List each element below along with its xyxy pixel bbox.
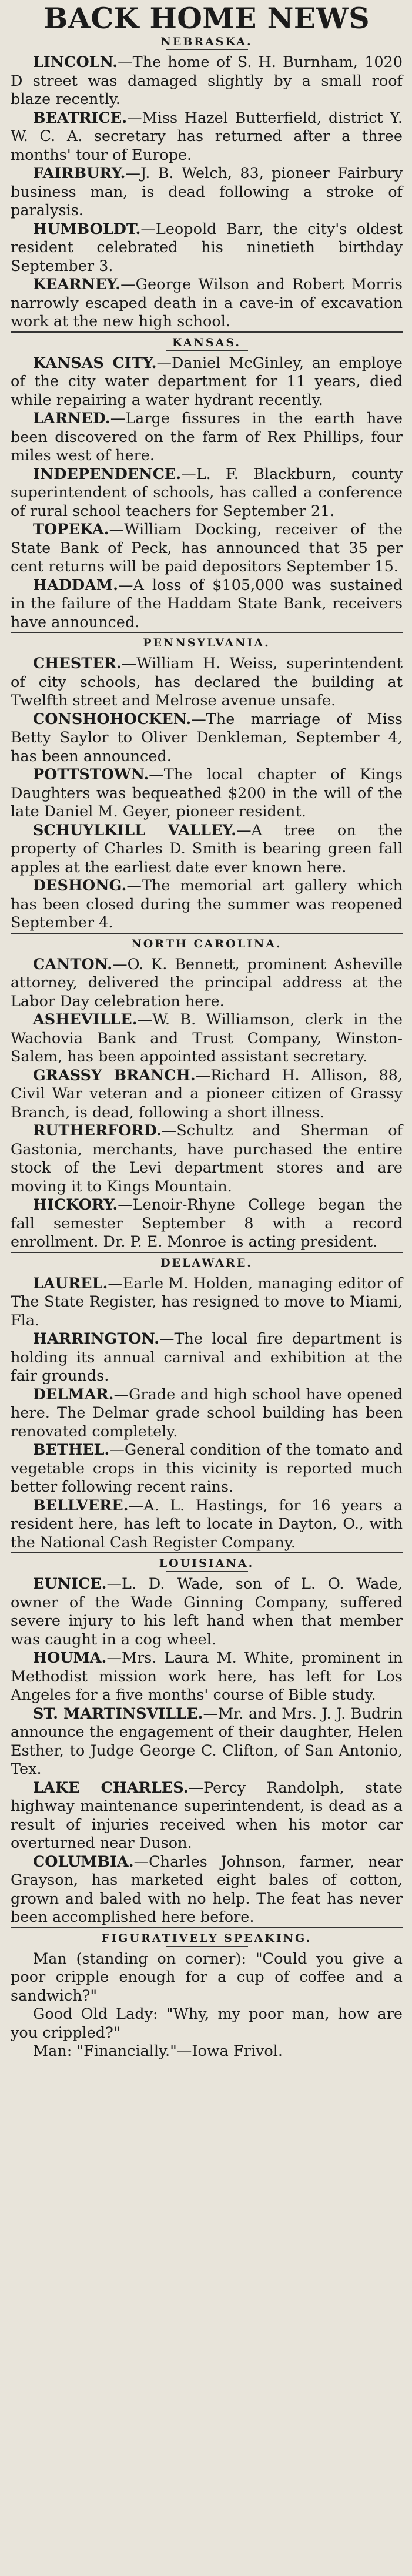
dateline: BEATRICE. [33, 109, 128, 127]
news-item [11, 877, 403, 933]
item-text: —A. L. Hastings, for 16 years a resident here, has left to locate in Dayton, O., with the National Cash Register Company. [11, 1496, 403, 1552]
joke-section [11, 1927, 403, 2061]
dateline: INDEPENDENCE. [33, 465, 182, 483]
dateline: CHESTER. [33, 655, 122, 672]
dateline: TOPEKA. [33, 521, 109, 538]
item-text: —Leopold Barr, the city's oldest resident celebrated his ninetieth birthday September 3. [11, 220, 403, 275]
item-text: —L. F. Blackburn, county superintendent of schools, has called a conference of rural school teachers for September 21. [11, 465, 403, 520]
news-section [11, 632, 403, 933]
section-header: DELAWARE. [11, 1252, 403, 1269]
item-text: —W. B. Williamson, clerk in the Wachovia Bank and Trust Company, Winston-Salem, has been appointed assistant secretary. [11, 1011, 403, 1066]
item-text: —J. B. Welch, 83, pioneer Fairbury business man, is dead following a stroke of paralysis. [11, 165, 403, 219]
dateline: HARRINGTON. [33, 1330, 160, 1348]
item-text: —O. K. Bennett, prominent Asheville attorney, delivered the principal address at the Labor Day celebration here. [11, 955, 403, 1010]
news-section [11, 933, 403, 1252]
item-text: —The marriage of Miss Betty Saylor to Oliver Denkleman, September 4, has been announced. [11, 710, 403, 765]
section-header: NEBRASKA. [160, 35, 253, 48]
dialog-line [11, 1950, 403, 2006]
item-text: —The local fire department is holding its annual carnival and exhibition at the fair grounds. [11, 1330, 403, 1385]
dateline: KANSAS CITY. [33, 354, 157, 372]
section-rule [166, 1571, 248, 1572]
dateline: HUMBOLDT. [33, 220, 141, 238]
dateline: CANTON. [33, 955, 113, 973]
section-rule [166, 49, 248, 50]
news-item [11, 577, 403, 632]
item-text: —General condition of the tomato and vegetable crops in this vicinity is reported much better following recent rains. [11, 1441, 403, 1496]
item-text: —A loss of $105,000 was sustained in the failure of the Haddam State Bank, receivers have announced. [11, 576, 403, 631]
item-text: —Daniel McGinley, an employe of the city water department for 11 years, died while repairing a water hydrant recently. [11, 354, 403, 409]
news-item [11, 766, 403, 822]
item-text: —Grade and high school have opened here. The Delmar grade school building has been renovated completely. [11, 1385, 403, 1441]
dateline: KEARNEY. [33, 276, 121, 293]
section-header: LOUISIANA. [11, 1552, 403, 1570]
speaker: Man: [33, 2042, 72, 2060]
dateline: LAKE CHARLES. [33, 1778, 189, 1797]
news-item [11, 1196, 403, 1252]
dateline: POTTSTOWN. [33, 766, 149, 783]
news-item [11, 53, 403, 109]
news-item [11, 655, 403, 711]
item-text: —Miss Hazel Butterfield, district Y. W. C. A. secretary has returned after a three months' tour of Europe. [11, 109, 403, 164]
item-text: —Schultz and Sherman of Gastonia, merchants, have purchased the entire stock of the Levi department stores and are moving it to Kings Mountain. [11, 1122, 403, 1195]
news-item [11, 1011, 403, 1067]
dateline: BETHEL. [33, 1441, 110, 1459]
news-item [11, 465, 403, 521]
dateline: COLUMBIA. [33, 1853, 134, 1871]
item-text: —The home of S. H. Burnham, 1020 D street was damaged slightly by a small roof blaze recently. [11, 53, 403, 108]
news-section [11, 1252, 403, 1553]
joke-title: FIGURATIVELY SPEAKING. [11, 1927, 403, 1945]
section-header: PENNSYLVANIA. [11, 632, 403, 649]
news-item [11, 1779, 403, 1853]
dialog-text: "Financially."—Iowa Frivol. [76, 2042, 283, 2060]
news-item [11, 1122, 403, 1196]
dateline: HADDAM. [33, 576, 118, 594]
dateline: FAIRBURY. [33, 165, 126, 182]
dateline: LINCOLN. [33, 53, 118, 71]
news-item [11, 276, 403, 331]
dialog-line [11, 2042, 403, 2061]
item-text: —Earle M. Holden, managing editor of The State Register, has resigned to move to Miami, Fla. [11, 1274, 403, 1329]
news-item [11, 956, 403, 1011]
dateline: CONSHOHOCKEN. [33, 710, 192, 728]
news-item [11, 1575, 403, 1649]
dateline: GRASSY BRANCH. [33, 1066, 196, 1084]
news-item [11, 1853, 403, 1927]
item-text: —Mr. and Mrs. J. J. Budrin announce the engagement of their daughter, Helen Esther, to Judge George C. Clifton, of San Antonio, Tex. [11, 1704, 403, 1778]
section-header: KANSAS. [11, 331, 403, 349]
dateline: SCHUYLKILL VALLEY. [33, 821, 237, 839]
news-item [11, 1386, 403, 1442]
dateline: EUNICE. [33, 1575, 107, 1593]
news-item [11, 1330, 403, 1386]
item-text: —William H. Weiss, superintendent of city schools, has declared the building at Twelfth street and Melrose avenue unsafe. [11, 655, 403, 709]
dateline: BELLVERE. [33, 1496, 129, 1515]
item-text: —Richard H. Allison, 88, Civil War veteran and a pioneer citizen of Grassy Branch, is dead, following a short illness. [11, 1066, 403, 1121]
section-rule [166, 1946, 248, 1947]
news-item [11, 1441, 403, 1497]
dateline: HICKORY. [33, 1196, 118, 1214]
news-item [11, 711, 403, 766]
item-text: —Percy Randolph, state highway maintenance superintendent, is dead as a result of injuries received when his motor car overturned near Duson. [11, 1778, 403, 1852]
item-text: —George Wilson and Robert Morris narrowly escaped death in a cave-in of excavation work at the new high school. [11, 276, 403, 330]
masthead: BACK HOME NEWS [43, 1, 370, 35]
news-item [11, 1497, 403, 1553]
item-text: —William Docking, receiver of the State Bank of Peck, has announced that 35 per cent returns will be paid depositors September 15. [11, 521, 403, 575]
news-section [11, 331, 403, 632]
joke-lines [11, 1950, 403, 2061]
item-text: —Charles Johnson, farmer, near Grayson, has marketed eight bales of cotton, grown and baled with no help. The feat has never been accomplished here before. [11, 1853, 403, 1926]
item-text: —Lenoir-Rhyne College began the fall semester September 8 with a record enrollment. Dr. P. E. Monroe is acting president. [11, 1196, 403, 1251]
dateline: RUTHERFORD. [33, 1122, 162, 1140]
dateline: DESHONG. [33, 877, 127, 895]
news-item [11, 1649, 403, 1705]
speaker: Man (standing on corner): [33, 1949, 247, 1968]
section-header: NORTH CAROLINA. [11, 933, 403, 950]
news-item [11, 1275, 403, 1331]
news-item [11, 220, 403, 276]
dateline: LARNED. [33, 410, 110, 427]
dialog-text: Good Old Lady: "Why, my poor man, how are you crippled?" [11, 2005, 403, 2042]
item-text: —A tree on the property of Charles D. Smith is bearing green fall apples at the earliest date ever known here. [11, 821, 403, 876]
news-sections [11, 35, 403, 1927]
news-item [11, 410, 403, 465]
dateline: DELMAR. [33, 1385, 114, 1403]
dateline: ST. MARTINSVILLE. [33, 1704, 203, 1723]
dateline: ASHEVILLE. [33, 1011, 138, 1029]
news-section [11, 1552, 403, 1927]
news-item [11, 1705, 403, 1779]
item-text: —Large fissures in the earth have been discovered on the farm of Rex Phillips, four miles west of here. [11, 410, 403, 464]
dialog-text: "Could you give a poor cripple enough for a cup of coffee and a sandwich?" [11, 1949, 403, 2005]
dateline: HOUMA. [33, 1649, 107, 1667]
dateline: LAUREL. [33, 1274, 108, 1292]
news-item [11, 109, 403, 165]
news-item [11, 1067, 403, 1123]
news-section [11, 35, 403, 331]
news-item [11, 354, 403, 410]
news-item [11, 822, 403, 877]
dialog-line [11, 2005, 403, 2042]
section-rule [166, 350, 248, 351]
item-text: —The memorial art gallery which has been closed during the summer was reopened September 4. [11, 877, 403, 932]
news-item [11, 165, 403, 220]
item-text: —The local chapter of Kings Daughters was bequeathed $200 in the will of the late Daniel M. Geyer, pioneer resident. [11, 766, 403, 820]
item-text: —L. D. Wade, son of L. O. Wade, owner of the Wade Ginning Company, suffered severe injury to his left hand when that member was caught in a cog wheel. [11, 1575, 403, 1649]
item-text: —Mrs. Laura M. White, prominent in Methodist mission work here, has left for Los Angeles for a five months' course of Bible study. [11, 1649, 403, 1704]
news-item [11, 521, 403, 577]
